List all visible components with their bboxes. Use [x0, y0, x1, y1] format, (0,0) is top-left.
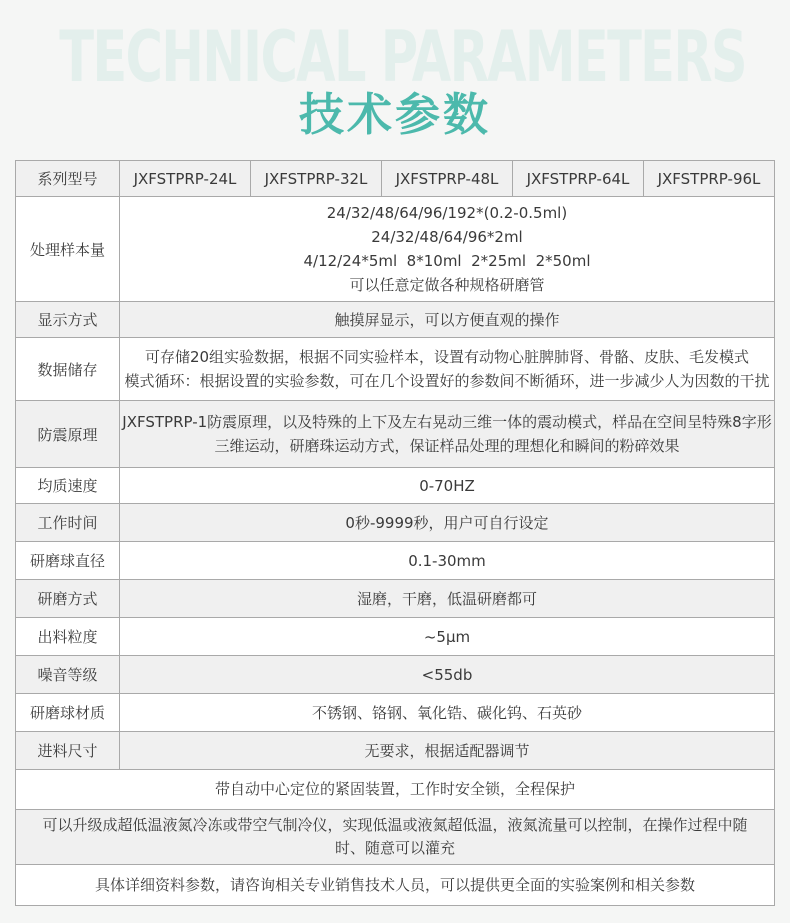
parameter-row-display-mode — [16, 301, 774, 337]
model-name-cell: JXFSTPRP-24L — [120, 161, 251, 196]
parameter-row-shockproof-principle — [16, 400, 774, 467]
value-line: 24/32/48/64/96*2ml — [371, 228, 523, 246]
parameter-row-sample-capacity — [16, 196, 774, 301]
parameter-row-output-particle-size — [16, 617, 774, 655]
parameter-label: 研磨球材质 — [16, 694, 120, 731]
note-row-contact-sales — [16, 864, 774, 905]
note-text: 可以升级成超低温液氮冷冻或带空气制冷仪，实现低温或液氮超低温，液氮流量可以控制，在操作过程中随时、随意可以灌充 — [42, 816, 748, 857]
parameter-label: 数据储存 — [16, 338, 120, 400]
parameter-row-grinding-method — [16, 579, 774, 617]
parameter-label: 噪音等级 — [16, 656, 120, 693]
note-text: 带自动中心定位的紧固装置，工作时安全锁，全程保护 — [214, 780, 575, 798]
model-name-cell: JXFSTPRP-96L — [657, 169, 761, 188]
parameter-label: 研磨球直径 — [16, 542, 120, 579]
model-name-cell: JXFSTPRP-32L — [251, 161, 382, 196]
parameter-value — [120, 338, 774, 400]
parameter-row-grinding-ball-diameter — [16, 541, 774, 579]
note-text: 具体详细资料参数，请咨询相关专业销售技术人员，可以提供更全面的实验案例和相关参数 — [94, 875, 695, 894]
parameter-value — [120, 618, 774, 655]
parameter-row-data-storage — [16, 337, 774, 400]
value-line: <55db — [421, 665, 473, 684]
parameter-row-working-time — [16, 503, 774, 541]
parameter-row-grinding-ball-material — [16, 693, 774, 731]
parameter-label: 工作时间 — [16, 504, 120, 541]
note-row-safety — [16, 769, 774, 809]
value-line: 可以任意定做各种规格研磨管 — [349, 276, 545, 294]
parameter-label: 均质速度 — [16, 468, 120, 503]
value-line: 0-70HZ — [419, 476, 475, 495]
parameter-value — [120, 656, 774, 693]
model-name-cell: JXFSTPRP-64L — [513, 161, 644, 196]
value-line: 0.1-30mm — [408, 551, 486, 570]
page-title: 技术参数 — [298, 88, 491, 141]
value-line: 无要求，根据适配器调节 — [364, 741, 530, 760]
technical-parameters-table — [15, 160, 775, 906]
parameter-value — [120, 542, 774, 579]
parameter-label: 显示方式 — [16, 302, 120, 337]
note-row-cooling-upgrade — [16, 809, 774, 864]
series-model-header-label: 系列型号 — [16, 161, 120, 196]
value-line: 三维运动，研磨珠运动方式，保证样品处理的理想化和瞬间的粉碎效果 — [214, 437, 680, 455]
value-line: 4/12/24*5ml 8*10ml 2*25ml 2*50ml — [303, 252, 591, 270]
parameter-label: 防震原理 — [16, 401, 120, 467]
parameter-label: 研磨方式 — [16, 580, 120, 617]
parameter-value — [120, 694, 774, 731]
value-line: ~5μm — [423, 627, 471, 646]
value-line: JXFSTPRP-1防震原理，以及特殊的上下及左右晃动三维一体的震动模式，样品在空间呈特殊8字形 — [122, 413, 772, 431]
parameter-value — [120, 197, 774, 301]
value-line: 湿磨，干磨，低温研磨都可 — [356, 589, 537, 608]
parameter-label: 处理样本量 — [16, 197, 120, 301]
parameter-row-noise-level — [16, 655, 774, 693]
value-line: 可存储20组实验数据，根据不同实验样本，设置有动物心脏脾肺肾、骨骼、皮肤、毛发模式 — [144, 348, 750, 366]
parameter-label: 进料尺寸 — [16, 732, 120, 769]
value-line: 触摸屏显示，可以方便直观的操作 — [334, 310, 560, 329]
value-line: 0秒-9999秒，用户可自行设定 — [345, 513, 549, 532]
value-line: 模式循环：根据设置的实验参数，可在几个设置好的参数间不断循环，进一步减少人为因数的干扰 — [124, 372, 770, 390]
parameter-value — [120, 468, 774, 503]
parameter-value — [120, 504, 774, 541]
model-name-cell: JXFSTPRP-48L — [382, 161, 513, 196]
parameter-row-homogenizing-speed — [16, 467, 774, 503]
parameter-value — [120, 401, 774, 467]
watermark-text: TECHNICAL PARAMETERS — [59, 16, 746, 99]
parameter-value — [120, 732, 774, 769]
value-line: 不锈钢、铬钢、氧化锆、碳化钨、石英砂 — [311, 703, 582, 722]
parameter-value — [120, 580, 774, 617]
parameter-value — [120, 302, 774, 337]
value-line: 24/32/48/64/96/192*(0.2-0.5ml) — [326, 204, 568, 222]
table-header-row — [16, 161, 774, 196]
parameter-row-feed-size — [16, 731, 774, 769]
parameter-label: 出料粒度 — [16, 618, 120, 655]
